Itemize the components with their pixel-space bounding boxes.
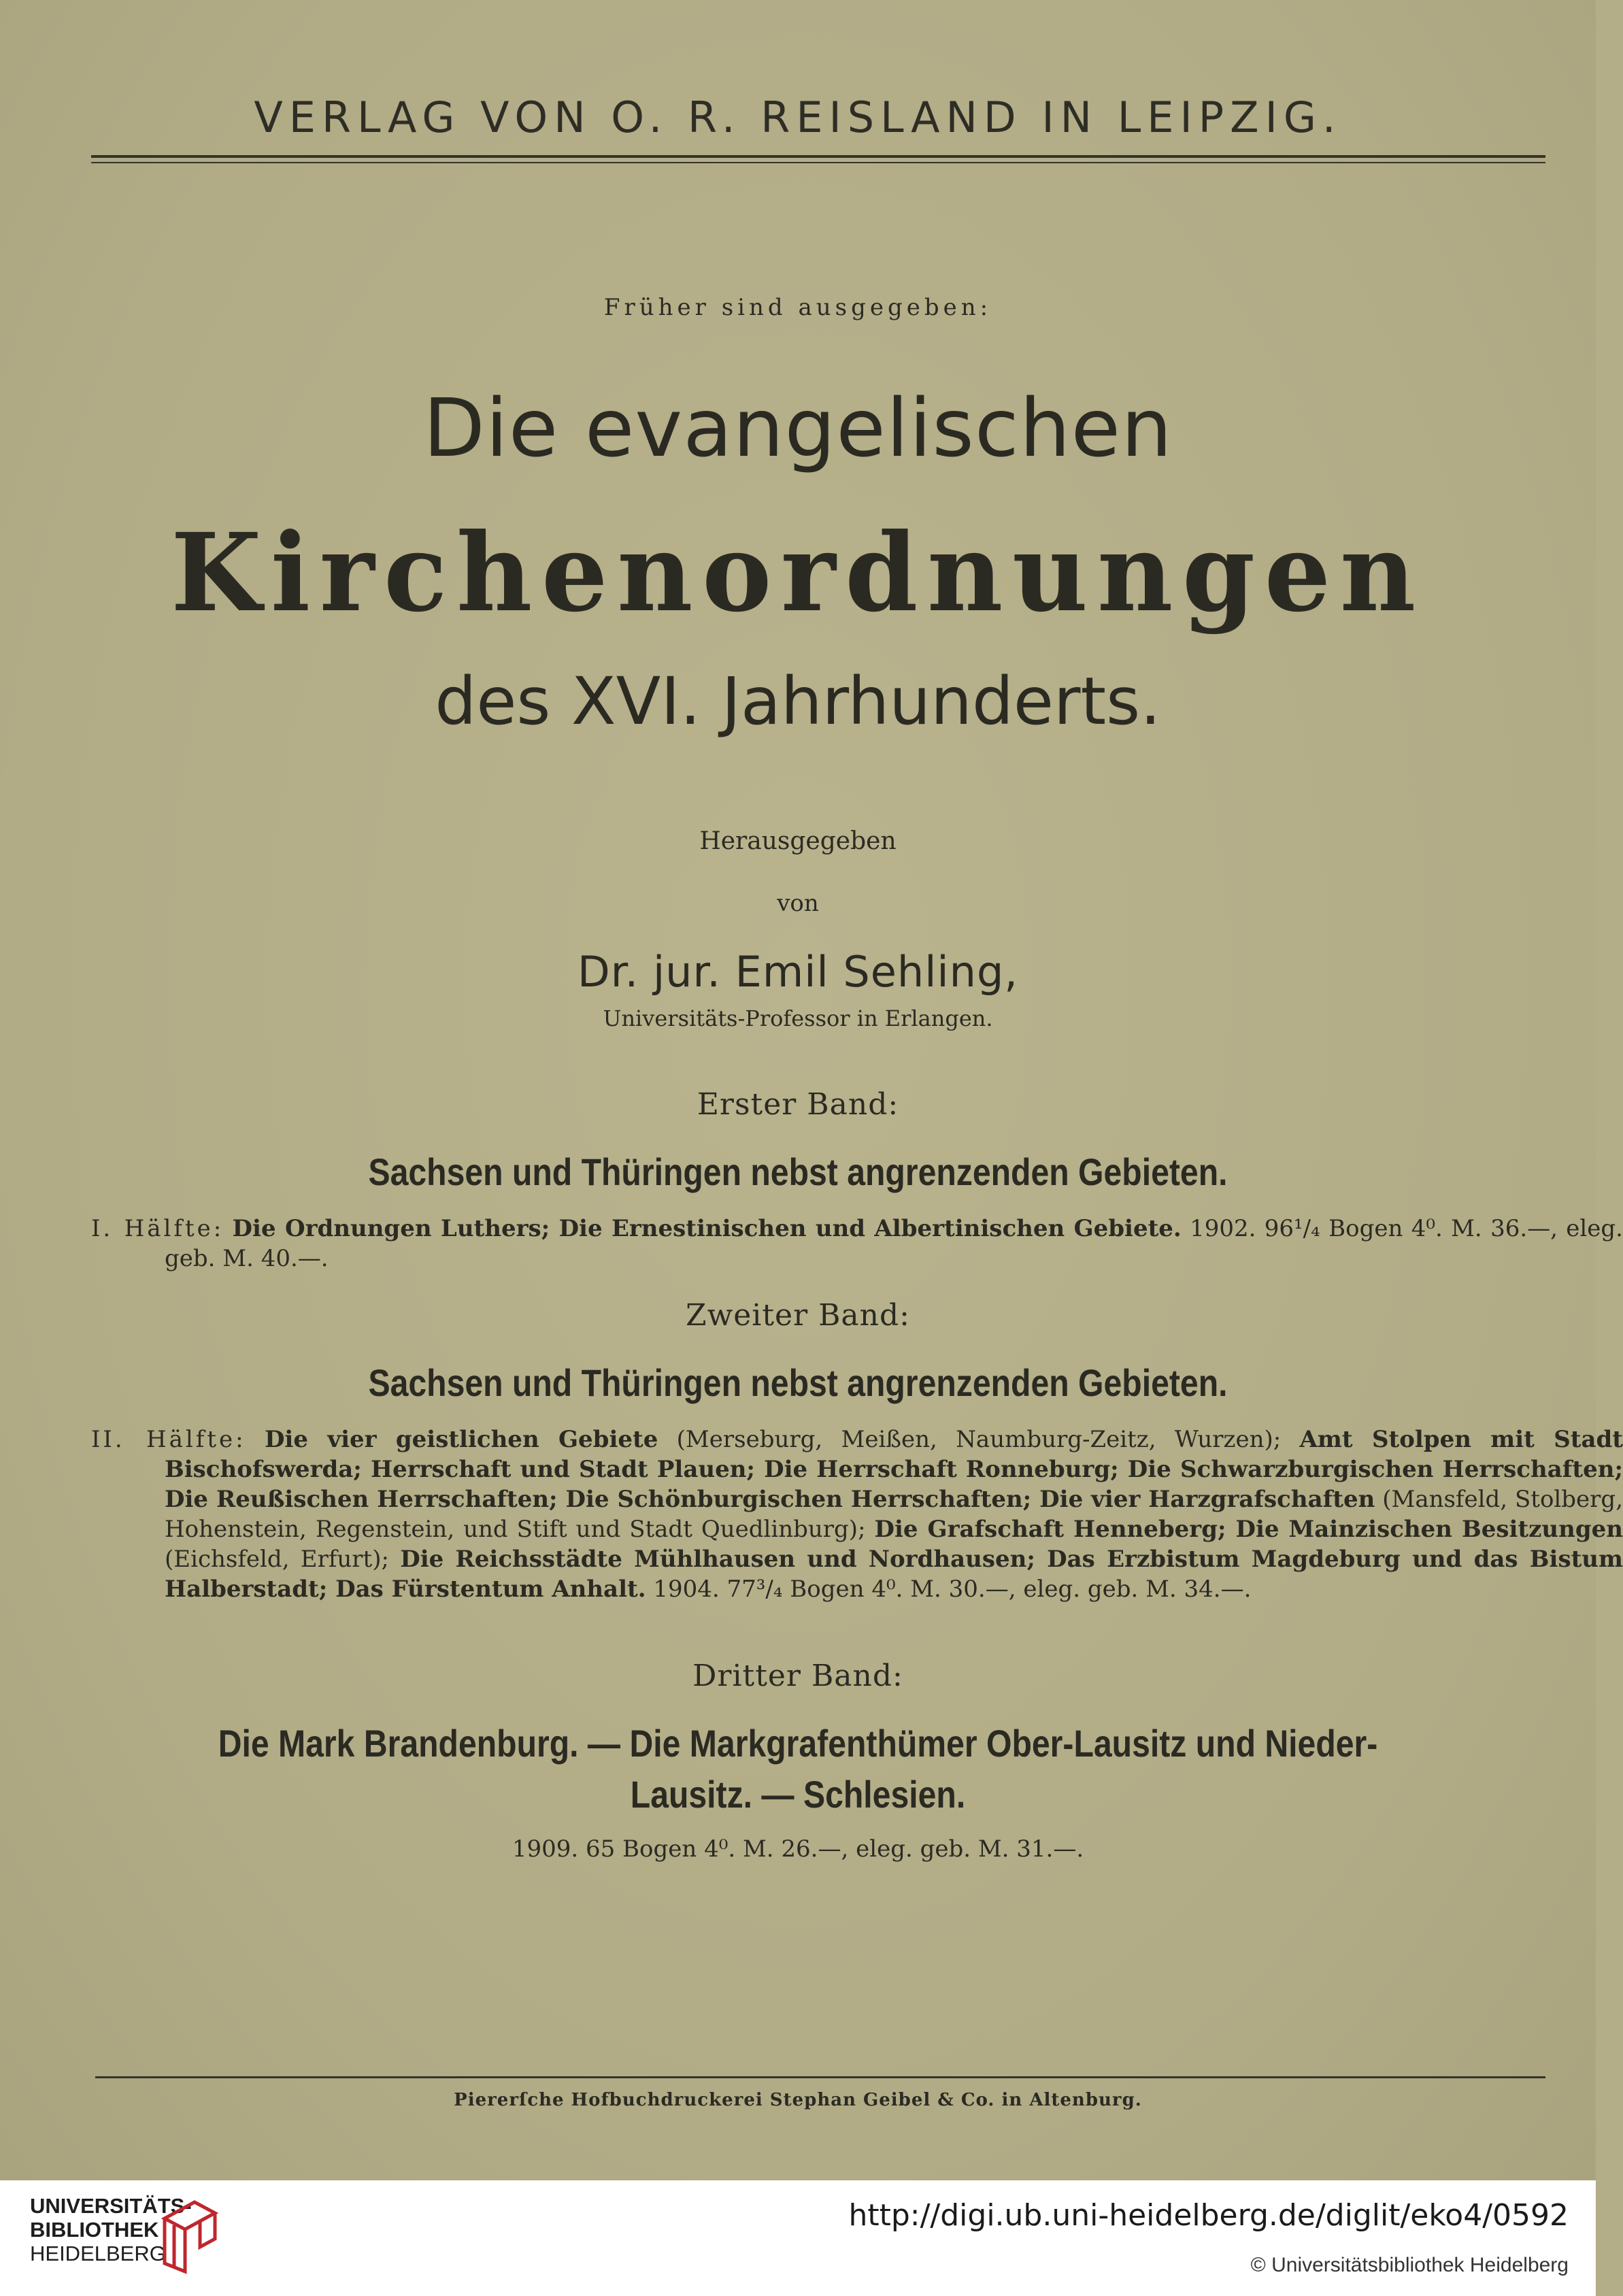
part-segment: Die Grafschaft Henneberg; Die Mainzischen Besitzungen	[874, 1516, 1623, 1543]
part-segment: (Merseburg, Meißen, Naumburg-Zeitz, Wurzen);	[676, 1426, 1282, 1453]
part-segment: Amt Stolpen mit Stadt Bischofswerda; Herrschaft und Stadt Plauen; Die Herrschaft Ronneburg; Die Schwarzburgischen Herrschaften; Die Reußischen Herrschaften; Die Schönburgischen Herrschaften; Die vier Harzgrafschaften	[165, 1426, 1623, 1513]
part-label: II. Hälfte:	[91, 1426, 246, 1453]
editor-position: Universitäts-Professor in Erlangen.	[603, 1005, 993, 1031]
volume-3-title-line-2: Lausitz. — Schlesien.	[630, 1773, 966, 1816]
volume-1-heading: Erster Band:	[697, 1087, 899, 1122]
part-segment: (Mansfeld, Stolberg, Hohenstein, Regenstein, und Stift und Stadt Quedlinburg);	[165, 1486, 1623, 1543]
source-url-link[interactable]: http://digi.ub.uni-heidelberg.de/diglit/eko4/0592	[848, 2198, 1569, 2233]
volume-3-details: 1909. 65 Bogen 4⁰. M. 26.—, eleg. geb. M. 31.—.	[512, 1835, 1084, 1863]
editor-name: Dr. jur. Emil Sehling,	[577, 947, 1019, 997]
footer-rule	[95, 2076, 1545, 2078]
volume-2-part	[91, 1425, 1623, 1604]
volume-3-title-line-1: Die Mark Brandenburg. — Die Markgrafenthümer Ober-Lausitz und Nieder-	[218, 1722, 1378, 1765]
volume-3-heading: Dritter Band:	[692, 1659, 903, 1693]
part-segment: Die Reichsstädte Mühlhausen und Nordhausen; Das Erzbistum Magdeburg und das Bistum Halberstadt; Das Fürstentum Anhalt.	[165, 1546, 1623, 1603]
by-label: von	[777, 890, 819, 917]
logo-line-3: HEIDELBERG	[30, 2242, 166, 2265]
part-segment: 1904. 77³/₄ Bogen 4⁰. M. 30.—, eleg. geb. M. 34.—.	[653, 1576, 1252, 1603]
part-label: I. Hälfte:	[91, 1215, 224, 1242]
title-line-2: Kirchenordnungen	[171, 510, 1425, 636]
volume-1-title: Sachsen und Thüringen nebst angrenzenden Gebieten.	[368, 1150, 1228, 1193]
printer-imprint: Piererſche Hofbuchdruckerei Stephan Geibel & Co. in Altenburg.	[454, 2090, 1142, 2110]
edited-label: Herausgegeben	[699, 827, 897, 855]
part-details: 1902. 96¹/₄ Bogen 4⁰. M. 36.—, eleg. geb. M. 40.—.	[165, 1215, 1623, 1272]
previously-published-note: Früher sind ausgegeben:	[603, 294, 992, 321]
publisher-header: VERLAG VON O. R. REISLAND IN LEIPZIG.	[254, 93, 1342, 142]
library-footer-bar	[0, 2180, 1596, 2296]
title-line-1: Die evangelischen	[423, 381, 1173, 475]
header-rule-thin	[91, 162, 1545, 163]
part-segment: (Eichsfeld, Erfurt);	[165, 1546, 389, 1573]
part-contents: Die Ordnungen Luthers; Die Ernestinischen und Albertinischen Gebiete.	[232, 1215, 1182, 1242]
logo-line-2: BIBLIOTHEK	[30, 2218, 159, 2242]
library-logo-icon	[159, 2198, 220, 2273]
logo-line-1: UNIVERSITÄTS-	[30, 2194, 192, 2218]
title-line-3: des XVI. Jahrhunderts.	[435, 663, 1161, 739]
part-segment: Die vier geistlichen Gebiete	[264, 1426, 658, 1453]
copyright-notice: © Universitätsbibliothek Heidelberg	[1250, 2254, 1569, 2276]
volume-1-part	[91, 1214, 1623, 1274]
header-rule-thick	[91, 155, 1545, 158]
volume-2-heading: Zweiter Band:	[686, 1298, 910, 1333]
volume-2-title: Sachsen und Thüringen nebst angrenzenden Gebieten.	[368, 1361, 1228, 1404]
